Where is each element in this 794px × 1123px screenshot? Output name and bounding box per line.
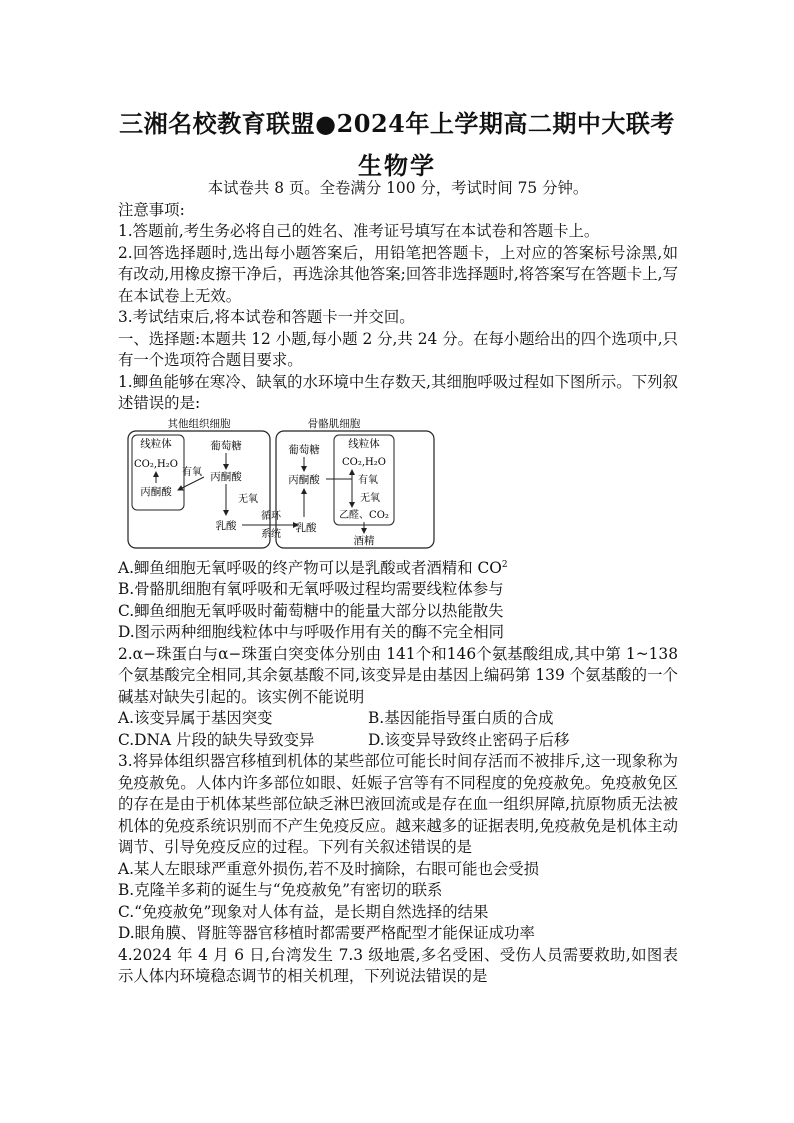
q1-option-d: D.图示两种细胞线粒体中与呼吸作用有关的酶不完全相同 xyxy=(118,623,505,641)
right-pyruvate-label: 丙酮酸 xyxy=(288,473,320,486)
q1-option-a: A.鲫鱼细胞无氧呼吸的终产物可以是乳酸或者酒精和 $CO^2$ xyxy=(118,558,508,577)
q2-option-a: A.该变异属于基因突变 xyxy=(118,709,273,727)
respiration-diagram xyxy=(118,417,678,552)
exam-title: 三湘名校教育联盟●2024年上学期高二期中大联考 xyxy=(119,109,675,138)
q1-option-c: C.鲫鱼细胞无氧呼吸时葡萄糖中的能量大部分以热能散失 xyxy=(118,601,504,620)
right-lactate-label: 乳酸 xyxy=(295,521,317,534)
q1-option-b: B.骨骼肌细胞有氧呼吸和无氧呼吸过程均需要线粒体参与 xyxy=(118,580,504,598)
skeletal-muscle-cell-label: 骨骼肌细胞 xyxy=(307,417,361,430)
right-glucose-label: 葡萄糖 xyxy=(288,443,320,456)
circulation-label-1: 循环 xyxy=(261,510,281,522)
q2-option-b: B.基因能指导蛋白质的合成 xyxy=(368,709,554,727)
question-2-stem: 2.α−珠蛋白与α−珠蛋白突变体分别由 141个和146个氨基酸组成,其中第 1~138个氨基酸完全相同,其余氨基酸不同,该变异是由基因上编码第 139 个氨基酸的一个碱基对缺失引起的。该实例不能说明 xyxy=(118,644,678,706)
left-mito-label: 线粒体 xyxy=(140,437,172,450)
right-ethanol-label: 酒精 xyxy=(353,534,375,547)
left-anaerobic-label: 无氧 xyxy=(238,493,258,505)
notice-item-3: 3.考试结束后,将本试卷和答题卡一并交回。 xyxy=(118,308,415,326)
right-mito-label: 线粒体 xyxy=(348,437,380,450)
respiration-diagram-svg xyxy=(126,417,546,552)
exam-body xyxy=(118,178,678,988)
right-acetaldehyde-label: 乙醛、CO₂ xyxy=(339,509,389,521)
right-anaerobic-label: 无氧 xyxy=(360,492,380,504)
q3-option-d: D.眼角膜、肾脏等器官移植时都需要严格配型才能保证成功率 xyxy=(118,924,535,942)
q3-option-a: A.某人左眼球严重意外损伤,若不及时摘除，右眼可能也会受损 xyxy=(118,859,540,878)
right-co2-h2o: CO₂,H₂O xyxy=(342,456,386,468)
section-1-heading: 一、选择题:本题共 12 小题,每小题 2 分,共 24 分。在每小题给出的四个选项中,只有一个选项符合题目要求。 xyxy=(118,329,678,369)
right-aerobic-label: 有氧 xyxy=(358,474,378,486)
left-lactate-label: 乳酸 xyxy=(215,519,237,532)
q2-option-c: C.DNA 片段的缺失导致变异 xyxy=(118,730,315,749)
q3-option-c: C.“免疫赦免”现象对人体有益，是长期自然选择的结果 xyxy=(118,902,489,921)
left-co2-h2o: CO₂,H₂O xyxy=(134,458,178,470)
notice-item-1: 1.答题前,考生务必将自己的姓名、准考证号填写在本试卷和答题卡上。 xyxy=(118,222,600,240)
q1-option-a-subscript: 2 xyxy=(501,559,508,570)
other-tissue-cell-label: 其他组织细胞 xyxy=(167,417,231,430)
left-glucose-label: 葡萄糖 xyxy=(210,439,242,452)
circulation-label-2: 系统 xyxy=(261,528,281,540)
exam-subject: 生物学 xyxy=(358,151,436,180)
q2-options-row-1 xyxy=(118,708,678,730)
q2-option-d: D.该变异导致终止密码子后移 xyxy=(368,730,570,749)
left-pyruvate-label: 丙酮酸 xyxy=(140,485,172,498)
left-aerobic-label: 有氧 xyxy=(182,466,202,478)
q2-options-row-2 xyxy=(118,730,678,752)
left-pyruvate2-label: 丙酮酸 xyxy=(210,470,242,483)
left-aerobic-arrow xyxy=(178,477,204,490)
exam-info: 本试卷共 8 页。全卷满分 100 分，考试时间 75 分钟。 xyxy=(207,179,589,197)
question-3-stem: 3.将异体组织器宫移植到机体的某些部位可能长时间存活而不被排斥,这一现象称为免疫赦免。人体内许多部位如眼、妊娠子宫等有不同程度的免疫赦免。免疫赦免区的存在是由于机体某些部位缺乏淋巴液回流或是存在血一组织屏障,抗原物质无法被机体的免疫系统识别而不产生免疫反应。越来越多的证据表明,免疫赦免是机体主动调节、引导免疫反应的过程。下列有关叙述错误的是 xyxy=(118,752,678,856)
question-1-stem: 1.鲫鱼能够在寒冷、缺氧的水环境中生存数天,其细胞呼吸过程如下图所示。下列叙述错误的是: xyxy=(118,372,678,412)
q3-option-b: B.克隆羊多莉的诞生与“免疫赦免”有密切的联系 xyxy=(118,881,443,899)
question-4-stem: 4.2024 年 4 月 6 日,台湾发生 7.3 级地震,多名受困、受伤人员需要救助,如图表示人体内环境稳态调节的相关机理，下列说法错误的是 xyxy=(118,945,678,985)
notice-item-2: 2.回答选择题时,选出每小题答案后，用铅笔把答题卡，上对应的答案标号涂黑,如有改动,用橡皮擦干净后，再选涂其他答案;回答非选择题时,将答案写在答题卡上,写在本试卷上无效。 xyxy=(118,243,678,305)
notice-heading: 注意事项: xyxy=(118,200,185,219)
